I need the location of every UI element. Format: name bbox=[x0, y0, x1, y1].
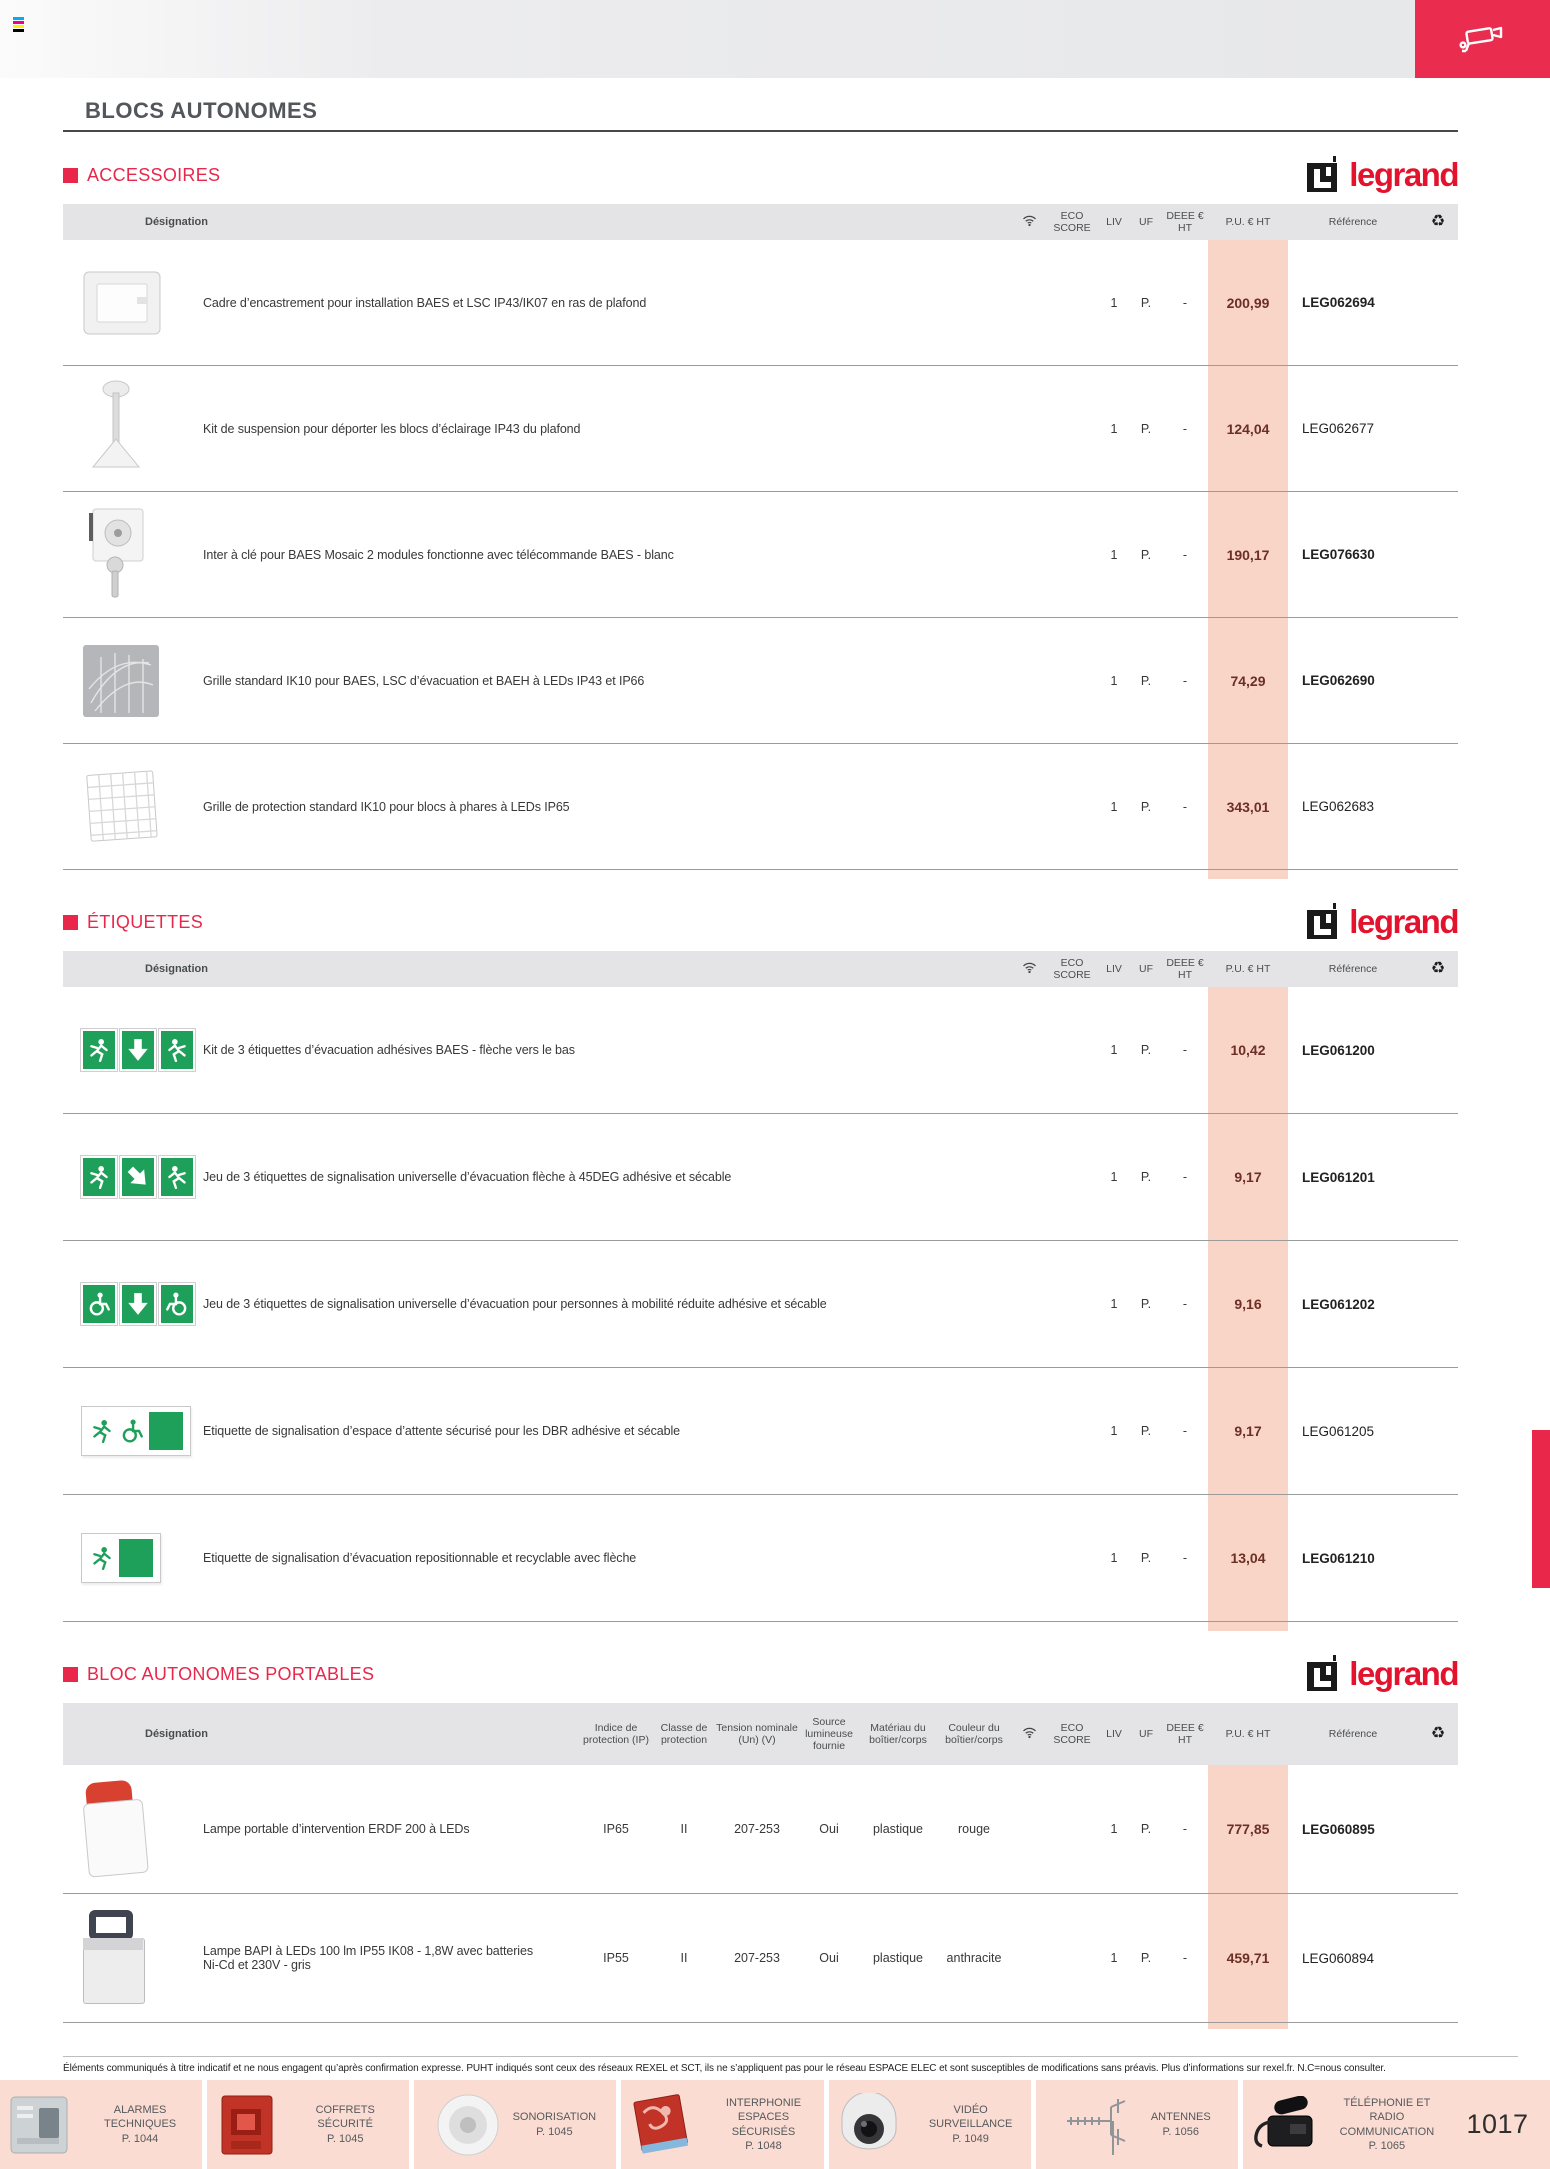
legrand-mark-icon bbox=[1305, 1655, 1343, 1693]
section-title-portables: BLOC AUTONOMES PORTABLES bbox=[63, 1664, 374, 1685]
nav-item-telephonie[interactable]: TÉLÉPHONIE ET RADIO COMMUNICATION P. 1065 bbox=[1238, 2080, 1445, 2169]
product-description: Cadre d’encastrement pour installation BAES et LSC IP43/IK07 en ras de plafond bbox=[203, 295, 647, 310]
uf-value: P. bbox=[1140, 295, 1152, 310]
etiquettes-table bbox=[63, 951, 1458, 1631]
reference-value: LEG060895 bbox=[1302, 1821, 1375, 1837]
uf-value: P. bbox=[1140, 1822, 1152, 1836]
product-description: Lampe BAPI à LEDs 100 lm IP55 IK08 - 1,8W avec batteries Ni-Cd et 230V - gris bbox=[203, 1944, 533, 1972]
legrand-logo: legrand bbox=[1305, 156, 1458, 194]
reference-value: LEG062690 bbox=[1302, 673, 1375, 688]
uf-value: P. bbox=[1140, 799, 1152, 814]
table-row bbox=[63, 1241, 1458, 1368]
table-header: Désignation ECO SCORE LIV UF DEEE € HT P.U. € HT Référence ♻ bbox=[63, 204, 1458, 240]
legrand-mark-icon bbox=[1305, 156, 1343, 194]
price-value: 9,16 bbox=[1234, 1296, 1262, 1312]
product-image-inter-cle bbox=[63, 505, 203, 605]
couleur-value: anthracite bbox=[946, 1951, 1002, 1965]
reference-value: LEG061200 bbox=[1302, 1042, 1375, 1058]
footer-disclaimer: Éléments communiqués à titre indicatif et ne nous engagent qu’après confirmation expresse. PUHT indiqués sont ceux des réseaux REXEL et SCT, ils ne s’appliquent pas pour le réseau ESPACE ELEC et sont susceptibles de modifications sans préavis. Plus d’informations sur rexel.fr. N.C=nous consulter. bbox=[63, 2056, 1518, 2074]
alarm-panel-icon bbox=[7, 2094, 73, 2156]
product-description: Inter à clé pour BAES Mosaic 2 modules fonctionne avec télécommande BAES - blanc bbox=[203, 547, 674, 562]
uf-value: P. bbox=[1140, 1951, 1152, 1965]
price-value: 74,29 bbox=[1230, 672, 1266, 689]
classe-value: II bbox=[680, 1951, 688, 1965]
section-title-etiquettes: ÉTIQUETTES bbox=[63, 912, 203, 933]
nav-item-antennes[interactable]: ANTENNES P. 1056 bbox=[1031, 2080, 1238, 2169]
uf-value: P. bbox=[1140, 673, 1152, 688]
product-image-etiquettes-45deg bbox=[63, 1156, 203, 1198]
tension-value: 207-253 bbox=[734, 1822, 780, 1836]
price-value: 459,71 bbox=[1226, 1950, 1270, 1966]
deee-value: - bbox=[1182, 1951, 1188, 1965]
deee-value: - bbox=[1182, 673, 1188, 688]
table-header: Désignation ECO SCORE LIV UF DEEE € HT P.U. € HT Référence ♻ bbox=[63, 951, 1458, 987]
product-image-grille bbox=[63, 643, 203, 719]
table-row bbox=[63, 1765, 1458, 1894]
recycle-icon: ♻ bbox=[1430, 1724, 1446, 1742]
product-description: Etiquette de signalisation d’évacuation repositionnable et recyclable avec flèche bbox=[203, 1551, 637, 1565]
table-row bbox=[63, 1114, 1458, 1241]
liv-value: 1 bbox=[1110, 1951, 1118, 1965]
page-number: 1017 bbox=[1466, 2109, 1529, 2139]
product-image-cadre bbox=[63, 267, 203, 339]
liv-value: 1 bbox=[1110, 421, 1118, 436]
reference-value: LEG062694 bbox=[1302, 295, 1375, 310]
uf-value: P. bbox=[1140, 1170, 1152, 1184]
reference-value: LEG076630 bbox=[1302, 547, 1375, 562]
couleur-value: rouge bbox=[958, 1822, 990, 1836]
wifi-icon bbox=[1012, 961, 1046, 977]
accessoires-table bbox=[63, 204, 1458, 879]
deee-value: - bbox=[1182, 799, 1188, 814]
intercom-catalog-icon bbox=[626, 2092, 696, 2158]
classe-value: II bbox=[680, 1822, 688, 1836]
telephone-icon bbox=[1246, 2096, 1320, 2154]
reference-value: LEG062677 bbox=[1302, 421, 1375, 436]
red-square-bullet bbox=[63, 1667, 78, 1682]
reference-value: LEG060894 bbox=[1302, 1950, 1375, 1966]
price-value: 777,85 bbox=[1226, 1821, 1270, 1837]
materiau-value: plastique bbox=[872, 1822, 924, 1836]
tension-value: 207-253 bbox=[734, 1951, 780, 1965]
table-header: Désignation Indice de protection (IP) Classe de protection Tension nominale (Un) (V) Source lumineuse fournie Matériau du boîtier/corps Couleur du boîtier/corps ECO SCORE LIV UF DEEE € HT P.U. € HT Référence ♻ bbox=[63, 1703, 1458, 1765]
section-tab-video[interactable] bbox=[1415, 0, 1550, 78]
liv-value: 1 bbox=[1110, 1424, 1118, 1438]
dome-camera-icon bbox=[834, 2093, 904, 2157]
liv-value: 1 bbox=[1110, 547, 1118, 562]
cctv-camera-icon bbox=[1457, 21, 1509, 57]
liv-value: 1 bbox=[1110, 1297, 1118, 1311]
nav-item-alarmes-techniques[interactable]: ALARMES TECHNIQUES P. 1044 bbox=[0, 2080, 202, 2169]
nav-item-video-surveillance[interactable]: VIDÉO SURVEILLANCE P. 1049 bbox=[824, 2080, 1031, 2169]
liv-value: 1 bbox=[1110, 1822, 1118, 1836]
product-image-espace-attente bbox=[63, 1406, 203, 1456]
table-row bbox=[63, 366, 1458, 492]
product-image-suspension bbox=[63, 379, 203, 479]
legrand-logo: legrand bbox=[1305, 903, 1458, 941]
deee-value: - bbox=[1182, 1043, 1188, 1057]
deee-value: - bbox=[1182, 1170, 1188, 1184]
price-value: 10,42 bbox=[1230, 1042, 1266, 1058]
reference-value: LEG061210 bbox=[1302, 1550, 1375, 1566]
price-value: 343,01 bbox=[1226, 798, 1270, 815]
table-row bbox=[63, 492, 1458, 618]
speaker-icon bbox=[435, 2092, 501, 2158]
table-row bbox=[63, 240, 1458, 366]
reference-value: LEG061202 bbox=[1302, 1296, 1375, 1312]
product-description: Kit de suspension pour déporter les blocs d’éclairage IP43 du plafond bbox=[203, 421, 581, 436]
recycle-icon: ♻ bbox=[1430, 959, 1446, 977]
liv-value: 1 bbox=[1110, 799, 1118, 814]
bottom-category-nav bbox=[0, 2080, 1550, 2169]
table-row bbox=[63, 1368, 1458, 1495]
liv-value: 1 bbox=[1110, 1551, 1118, 1565]
product-description: Grille standard IK10 pour BAES, LSC d’évacuation et BAEH à LEDs IP43 et IP66 bbox=[203, 673, 645, 688]
table-row bbox=[63, 744, 1458, 870]
table-row bbox=[63, 1894, 1458, 2023]
deee-value: - bbox=[1182, 421, 1188, 436]
portables-table bbox=[63, 1703, 1458, 2029]
wifi-icon bbox=[1012, 214, 1046, 230]
liv-value: 1 bbox=[1110, 1043, 1118, 1057]
deee-value: - bbox=[1182, 1424, 1188, 1438]
product-image-etiquettes-pmr bbox=[63, 1283, 203, 1325]
ip-value: IP55 bbox=[603, 1951, 629, 1965]
deee-value: - bbox=[1182, 547, 1188, 562]
liv-value: 1 bbox=[1110, 673, 1118, 688]
price-value: 124,04 bbox=[1226, 420, 1270, 437]
materiau-value: plastique bbox=[872, 1951, 924, 1965]
uf-value: P. bbox=[1140, 1043, 1152, 1057]
legrand-logo: legrand bbox=[1305, 1655, 1458, 1693]
nav-item-sonorisation[interactable]: SONORISATION P. 1045 bbox=[409, 2080, 616, 2169]
print-registration-mark bbox=[13, 17, 24, 33]
liv-value: 1 bbox=[1110, 1170, 1118, 1184]
price-value: 9,17 bbox=[1234, 1423, 1262, 1439]
uf-value: P. bbox=[1140, 547, 1152, 562]
reference-value: LEG061205 bbox=[1302, 1423, 1375, 1439]
price-value: 9,17 bbox=[1234, 1169, 1262, 1185]
uf-value: P. bbox=[1140, 421, 1152, 436]
deee-value: - bbox=[1182, 1822, 1188, 1836]
product-description: Grille de protection standard IK10 pour blocs à phares à LEDs IP65 bbox=[203, 799, 570, 814]
deee-value: - bbox=[1182, 1297, 1188, 1311]
deee-value: - bbox=[1182, 1551, 1188, 1565]
deee-value: - bbox=[1182, 295, 1188, 310]
product-image-lampe-erdf bbox=[63, 1781, 203, 1877]
source-value: Oui bbox=[819, 1951, 839, 1965]
wifi-icon bbox=[1012, 1726, 1046, 1742]
ip-value: IP65 bbox=[603, 1822, 629, 1836]
liv-value: 1 bbox=[1110, 295, 1118, 310]
product-description: Jeu de 3 étiquettes de signalisation universelle d’évacuation flèche à 45DEG adhésive et sécable bbox=[203, 1170, 732, 1184]
product-description: Jeu de 3 étiquettes de signalisation universelle d’évacuation pour personnes à mobilité réduite adhésive et sécable bbox=[203, 1297, 827, 1311]
recycle-icon: ♻ bbox=[1430, 212, 1446, 230]
product-image-repositionnable bbox=[63, 1533, 203, 1583]
product-description: Kit de 3 étiquettes d’évacuation adhésives BAES - flèche vers le bas bbox=[203, 1043, 575, 1057]
reference-value: LEG061201 bbox=[1302, 1169, 1375, 1185]
source-value: Oui bbox=[819, 1822, 839, 1836]
reference-value: LEG062683 bbox=[1302, 799, 1375, 814]
uf-value: P. bbox=[1140, 1297, 1152, 1311]
product-description: Lampe portable d’intervention ERDF 200 à LEDs bbox=[203, 1822, 470, 1836]
nav-item-interphonie[interactable]: INTERPHONIE ESPACES SÉCURISÉS P. 1048 bbox=[616, 2080, 823, 2169]
page-edge-tab[interactable] bbox=[1532, 1430, 1550, 1588]
uf-value: P. bbox=[1140, 1551, 1152, 1565]
product-image-etiquettes-bas bbox=[63, 1029, 203, 1071]
table-row bbox=[63, 618, 1458, 744]
uf-value: P. bbox=[1140, 1424, 1152, 1438]
safety-box-icon bbox=[216, 2093, 278, 2157]
product-image-grille-protection bbox=[63, 765, 203, 849]
price-value: 190,17 bbox=[1226, 546, 1270, 563]
price-value: 200,99 bbox=[1226, 294, 1270, 311]
table-row bbox=[63, 1495, 1458, 1622]
antenna-icon bbox=[1063, 2093, 1139, 2157]
top-band bbox=[0, 0, 1550, 78]
product-description: Etiquette de signalisation d’espace d’attente sécurisé pour les DBR adhésive et sécable bbox=[203, 1424, 681, 1438]
legrand-mark-icon bbox=[1305, 903, 1343, 941]
nav-item-coffrets-securite[interactable]: COFFRETS SÉCURITÉ P. 1045 bbox=[202, 2080, 409, 2169]
section-title-accessoires: ACCESSOIRES bbox=[63, 165, 220, 186]
page-title: BLOCS AUTONOMES bbox=[63, 92, 1458, 132]
table-row bbox=[63, 987, 1458, 1114]
red-square-bullet bbox=[63, 915, 78, 930]
price-value: 13,04 bbox=[1230, 1550, 1266, 1566]
product-image-lampe-bapi bbox=[63, 1910, 203, 2006]
red-square-bullet bbox=[63, 168, 78, 183]
